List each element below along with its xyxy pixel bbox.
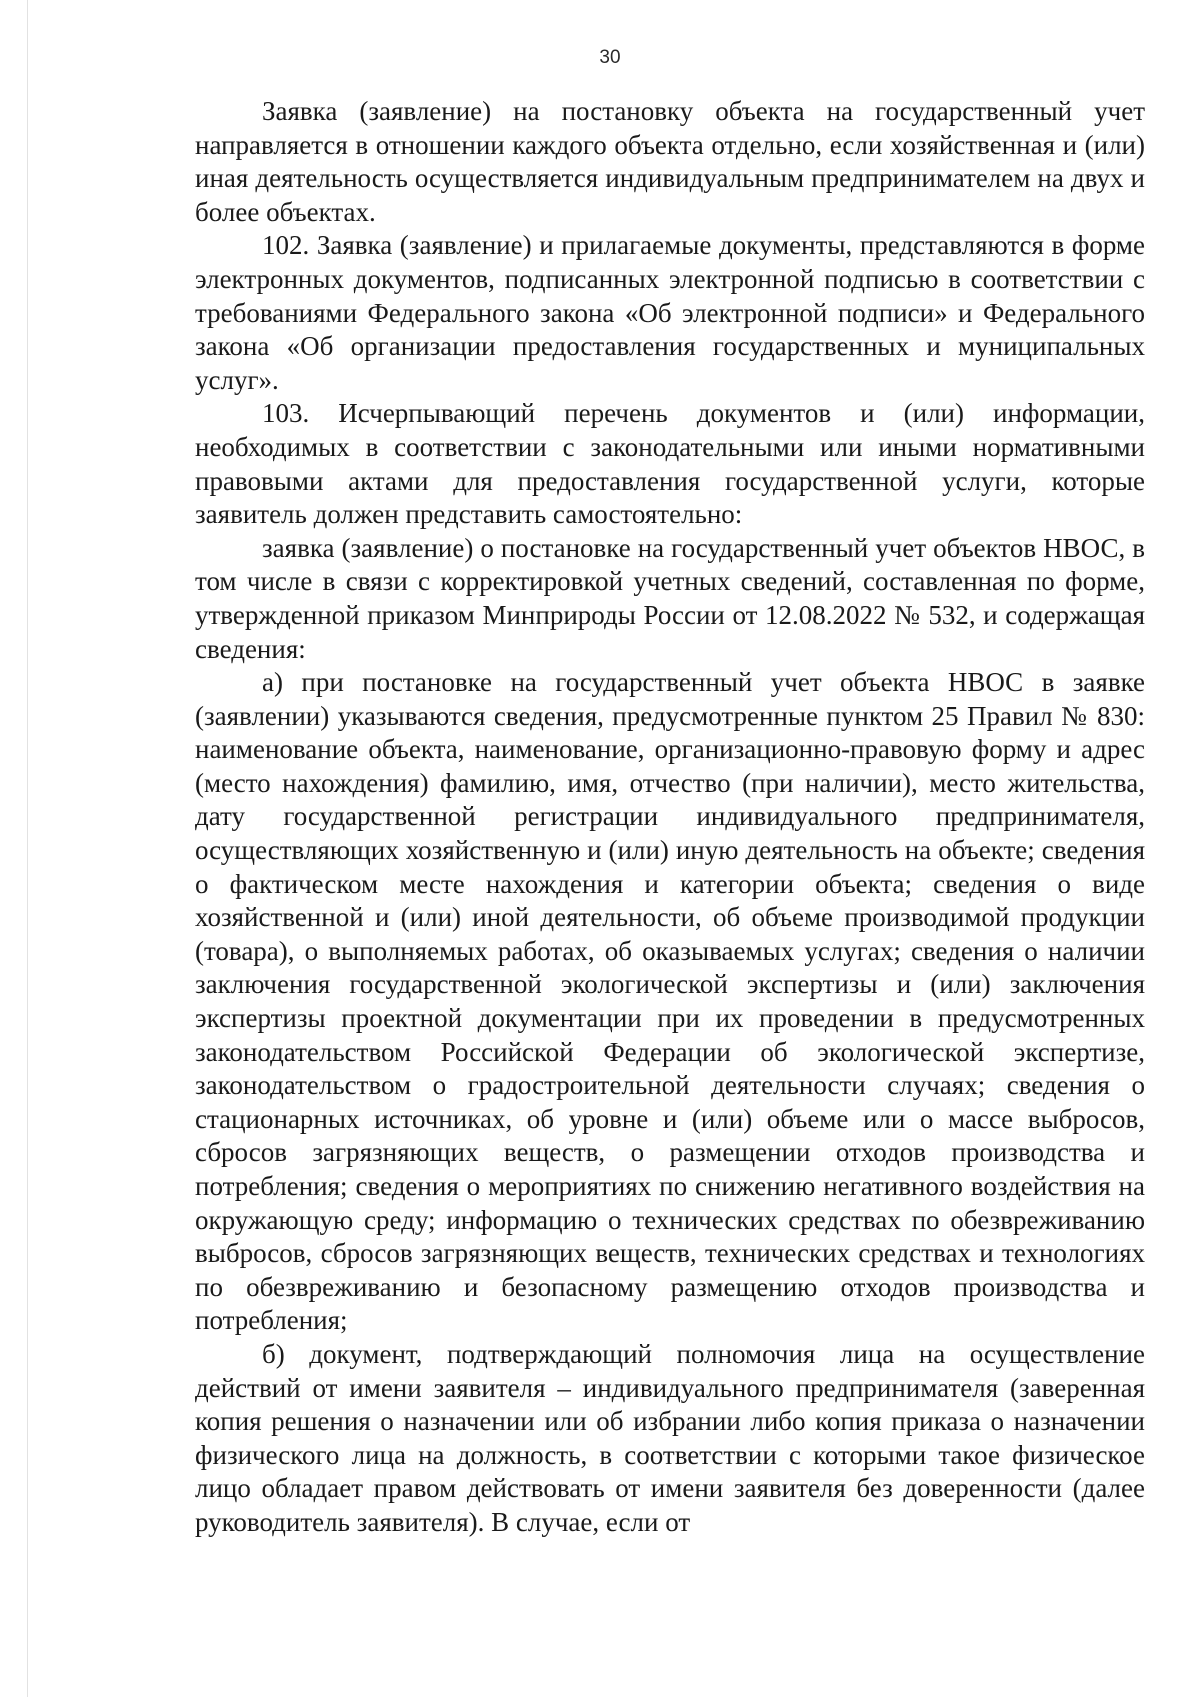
paragraph-103-document-list: 103. Исчерпывающий перечень документов и (или) информации, необходимых в соответствии с законодательными или иными нормативными правовыми актами для предоставления государственной услуги, которые заявитель должен представить самостоятельно: [195,398,1145,530]
paragraph-application-form: заявка (заявление) о постановке на государственный учет объектов НВОС, в том числе в связи с корректировкой учетных сведений, составленная по форме, утвержденной приказом Минприроды России от 12.08.2022 № 532, и содержащая сведения: [195,532,1145,664]
document-body [195,95,1145,1540]
paragraph-registration-per-object: Заявка (заявление) на постановку объекта на государственный учет направляется в отношении каждого объекта отдельно, если хозяйственная и (или) иная деятельность осуществляется индивидуальным предпринимателем на двух и более объектах. [195,96,1145,227]
paragraph-item-b: б) документ, подтверждающий полномочия лица на осуществление действий от имени заявителя – индивидуального предпринимателя (заверенная копия решения о назначении или об избрании либо копия приказа о назначении физического лица на должность, в соответствии с которыми такое физическое лицо обладает правом действовать от имени заявителя без доверенности (далее руководитель заявителя). В случае, если от [195,1338,1145,1537]
scan-binding-edge [27,0,28,1697]
paragraph-102-electronic-documents: 102. Заявка (заявление) и прилагаемые документы, представляются в форме электронных документов, подписанных электронной подписью в соответствии с требованиями Федерального закона «Об электронной подписи» и Федерального закона «Об организации предоставления государственных и муниципальных услуг». [195,230,1145,395]
page-number: 30 [599,47,621,68]
paragraph-item-a: а) при постановке на государственный учет объекта НВОС в заявке (заявлении) указываются сведения, предусмотренные пунктом 25 Правил № 830: наименование объекта, наименование, организационно-правовую форму и адрес (место нахождения) фамилию, имя, отчество (при наличии), место жительства, дату государственной регистрации индивидуального предпринимателя, осуществляющих хозяйственную и (или) иную деятельность на объекте; сведения о фактическом месте нахождения и категории объекта; сведения о виде хозяйственной и (или) иной деятельности, об объеме производимой продукции (товара), о выполняемых работах, об оказываемых услугах; сведения о наличии заключения государственной экологической экспертизы и (или) заключения экспертизы проектной документации при их проведении в предусмотренных законодательством Российской Федерации об экологической экспертизе, законодательством о градостроительной деятельности случаях; сведения о стационарных источниках, об уровне и (или) объеме или о массе выбросов, сбросов загрязняющих веществ, о размещении отходов производства и потребления; сведения о мероприятиях по снижению негативного воздействия на окружающую среду; информацию о технических средствах по обезвреживанию выбросов, сбросов загрязняющих веществ, технических средствах и технологиях по обезвреживанию и безопасному размещению отходов производства и потребления; [195,667,1145,1336]
